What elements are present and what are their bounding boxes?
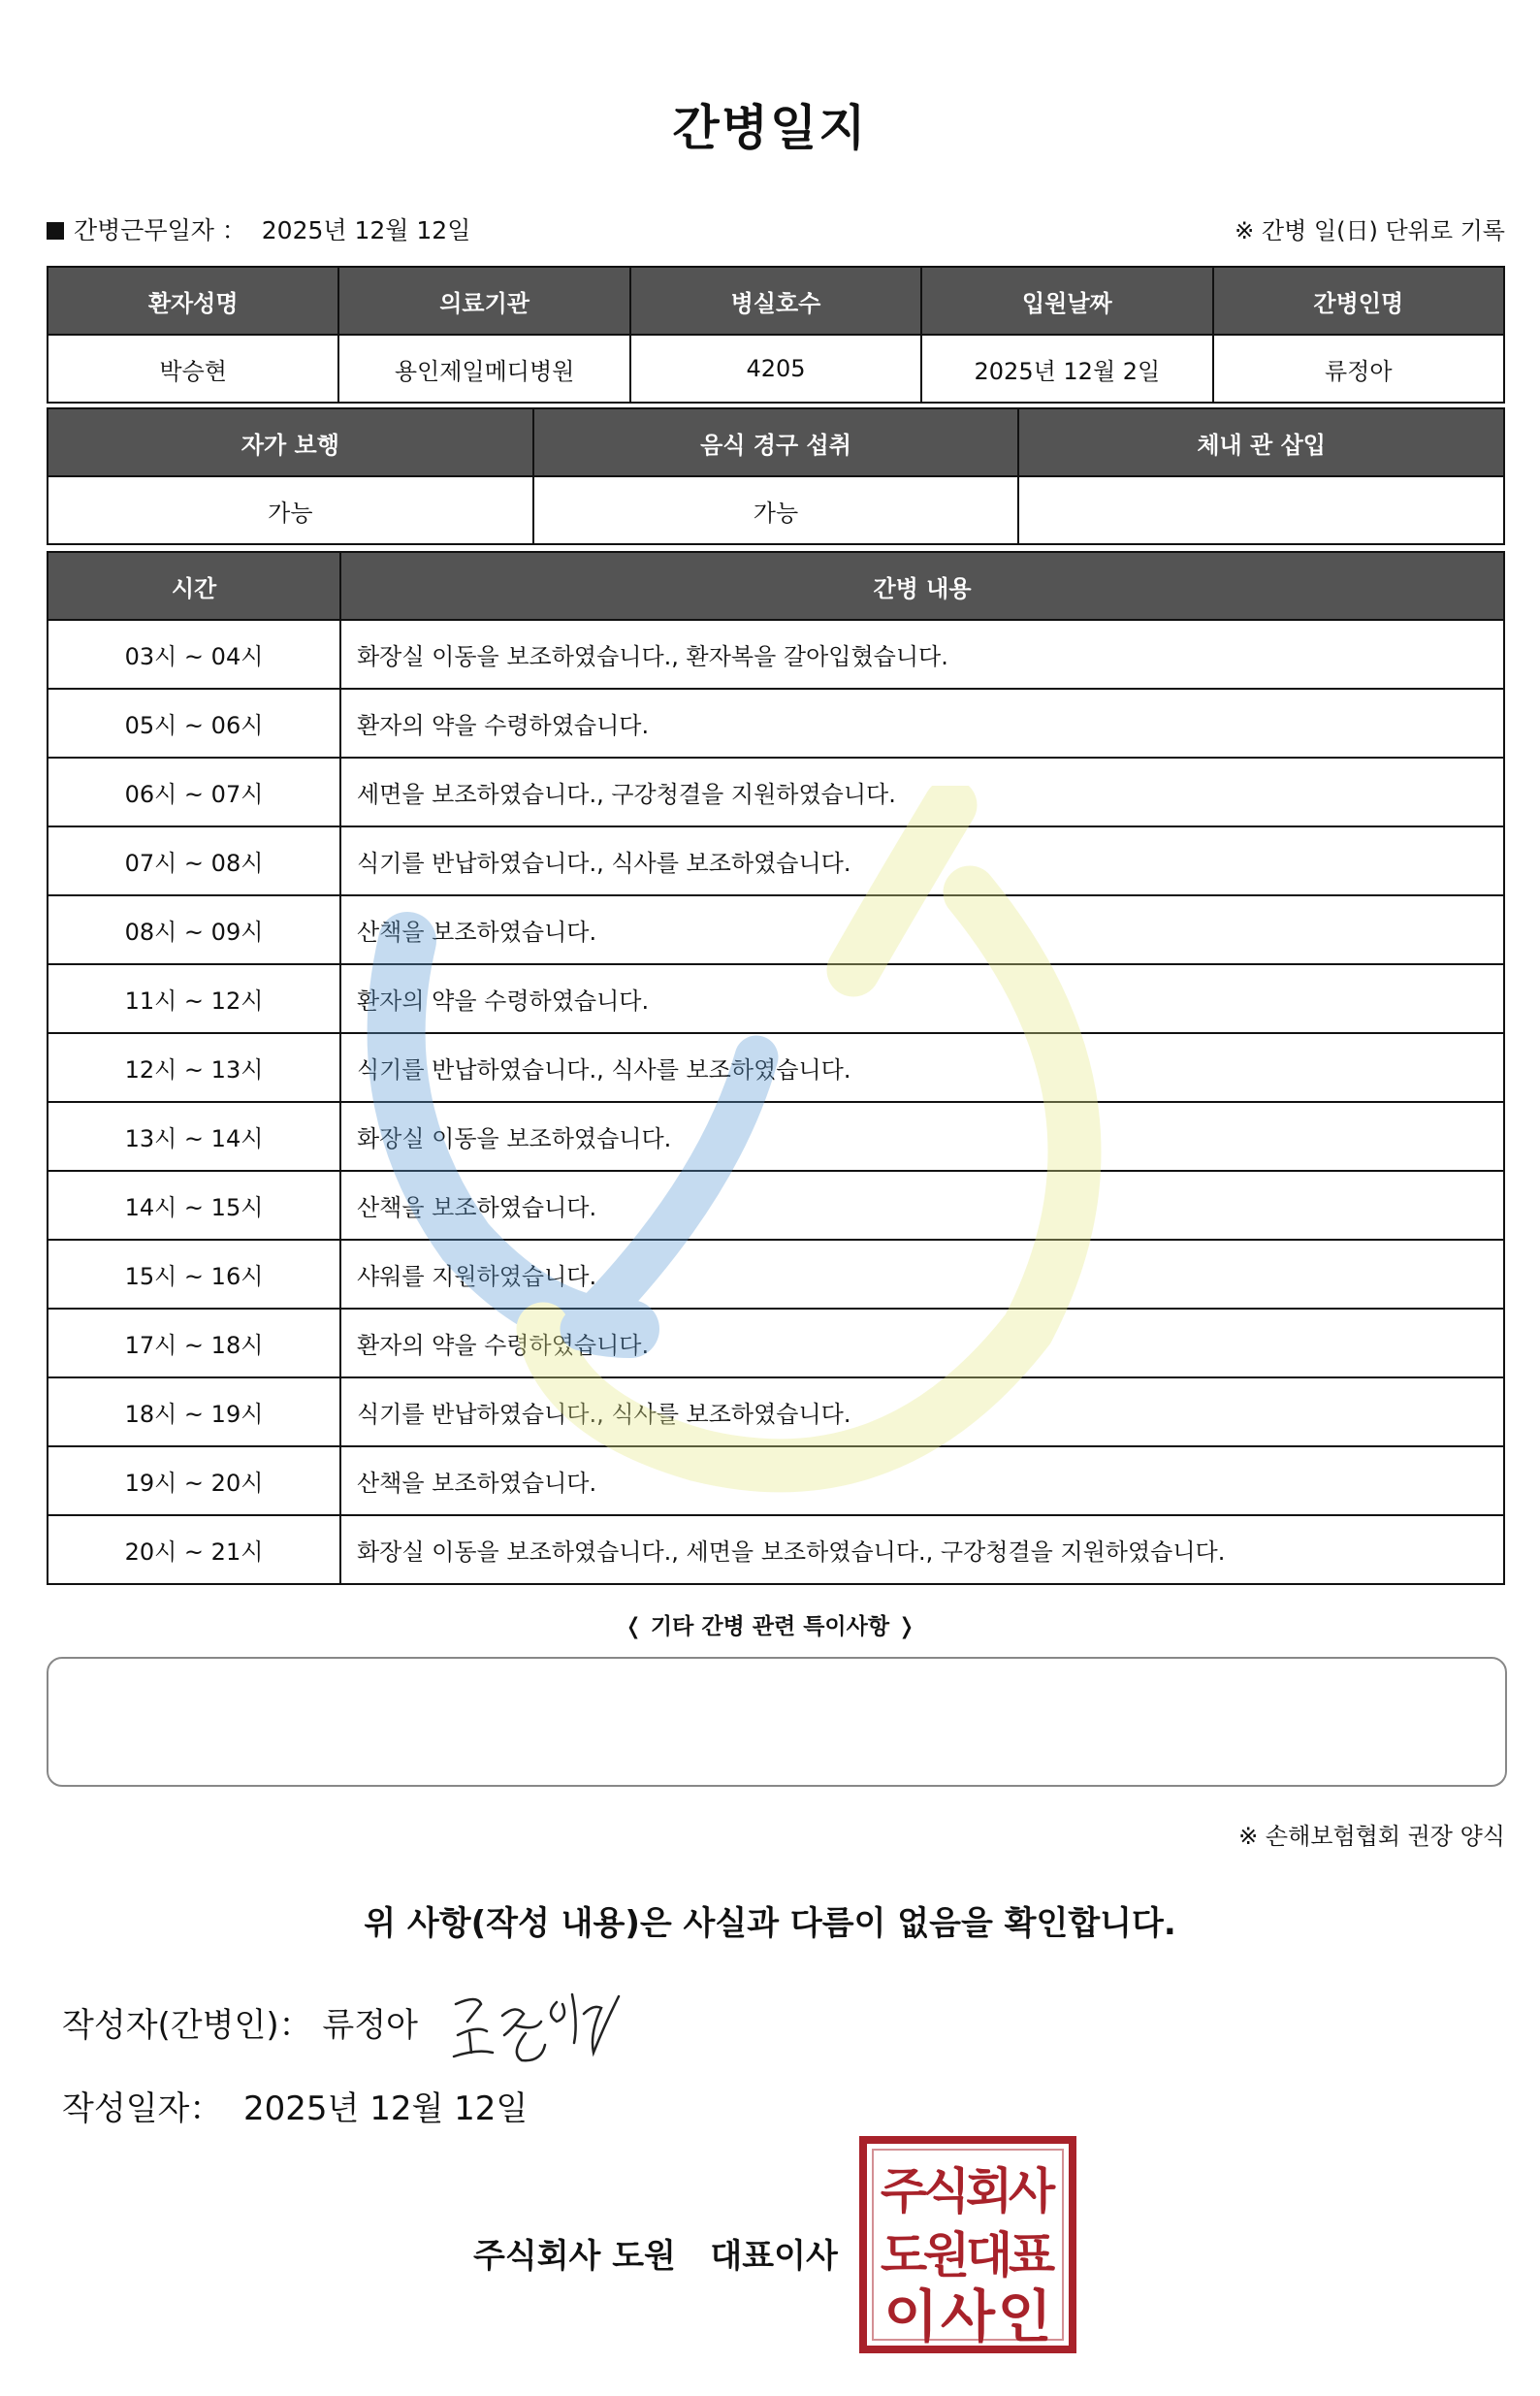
seal-glyph: 식 — [922, 2163, 971, 2219]
seal-glyph: 도 — [880, 2227, 928, 2283]
written-date-label: 작성일자： — [62, 2089, 223, 2128]
header-self-walking: 자가 보행 — [48, 408, 533, 476]
seal-glyph: 이 — [883, 2283, 939, 2349]
header-room: 병실호수 — [630, 267, 921, 335]
document-title: 간병일지 — [672, 100, 868, 156]
log-time-cell: 13시 ~ 14시 — [48, 1102, 340, 1171]
log-time-cell: 12시 ~ 13시 — [48, 1033, 340, 1102]
header-oral-intake: 음식 경구 섭취 — [533, 408, 1019, 476]
table-row — [48, 964, 1504, 1033]
recommendation-note: ※ 손해보험협회 권장 양식 — [1238, 1823, 1505, 1850]
table-row — [48, 335, 1504, 403]
table-row — [48, 1377, 1504, 1446]
log-time-cell: 08시 ~ 09시 — [48, 895, 340, 964]
log-content-cell: 화장실 이동을 보조하였습니다., 세면을 보조하였습니다., 구강청결을 지원하였습니다. — [340, 1515, 1504, 1584]
log-content-cell: 식기를 반납하였습니다., 식사를 보조하였습니다. — [340, 826, 1504, 895]
log-content-cell: 화장실 이동을 보조하였습니다. — [340, 1102, 1504, 1171]
log-content-cell: 산책을 보조하였습니다. — [340, 895, 1504, 964]
log-content-cell: 산책을 보조하였습니다. — [340, 1446, 1504, 1515]
table-row — [48, 826, 1504, 895]
seal-glyph: 주 — [880, 2163, 928, 2219]
special-notes-title: ❬ 기타 간병 관련 특이사항 ❭ — [624, 1614, 916, 1639]
seal-glyph: 사 — [940, 2283, 996, 2349]
log-content-cell: 산책을 보조하였습니다. — [340, 1171, 1504, 1240]
table-row — [48, 1515, 1504, 1584]
log-time-cell: 20시 ~ 21시 — [48, 1515, 340, 1584]
room-number: 4205 — [630, 335, 921, 403]
log-time-cell: 15시 ~ 16시 — [48, 1240, 340, 1309]
log-content-cell: 환자의 약을 수령하였습니다. — [340, 689, 1504, 758]
self-walking-value: 가능 — [48, 476, 533, 544]
patient-info-table — [47, 266, 1505, 404]
handwritten-signature — [448, 1975, 623, 2072]
tube-insertion-value — [1018, 476, 1504, 544]
table-row — [48, 1102, 1504, 1171]
header-hospital: 의료기관 — [338, 267, 629, 335]
seal-glyph: 사 — [1008, 2163, 1056, 2219]
table-header-row — [48, 267, 1504, 335]
table-row — [48, 1309, 1504, 1377]
log-time-cell: 06시 ~ 07시 — [48, 758, 340, 826]
header-time: 시간 — [48, 552, 340, 620]
table-row — [48, 1033, 1504, 1102]
table-row — [48, 1446, 1504, 1515]
care-log-table — [47, 551, 1505, 1585]
square-bullet-icon — [47, 222, 64, 240]
care-log-body — [48, 620, 1504, 1584]
work-date-label: 간병근무일자 ： — [74, 216, 246, 244]
table-row — [48, 1240, 1504, 1309]
table-row — [48, 1171, 1504, 1240]
writer-label: 작성자(간병인)： — [62, 2006, 312, 2045]
writer-name: 류정아 — [322, 2006, 418, 2045]
seal-glyph: 회 — [965, 2163, 1013, 2219]
table-row — [48, 895, 1504, 964]
hospital-name: 용인제일메디병원 — [338, 335, 629, 403]
log-content-cell: 환자의 약을 수령하였습니다. — [340, 1309, 1504, 1377]
table-header-row — [48, 552, 1504, 620]
patient-name: 박승현 — [48, 335, 338, 403]
writer-line — [62, 1998, 418, 2046]
log-content-cell: 환자의 약을 수령하였습니다. — [340, 964, 1504, 1033]
seal-glyph: 원 — [922, 2227, 971, 2283]
table-header-row — [48, 408, 1504, 476]
table-row — [48, 476, 1504, 544]
admission-date: 2025년 12월 2일 — [921, 335, 1212, 403]
log-time-cell: 07시 ~ 08시 — [48, 826, 340, 895]
log-content-cell: 샤워를 지원하였습니다. — [340, 1240, 1504, 1309]
log-time-cell: 14시 ~ 15시 — [48, 1171, 340, 1240]
table-row — [48, 689, 1504, 758]
log-time-cell: 18시 ~ 19시 — [48, 1377, 340, 1446]
company-seal-stamp — [859, 2136, 1076, 2353]
header-patient-name: 환자성명 — [48, 267, 338, 335]
confirmation-statement: 위 사항(작성 내용)은 사실과 다름이 없음을 확인합니다. — [364, 1904, 1176, 1943]
log-content-cell: 식기를 반납하였습니다., 식사를 보조하였습니다. — [340, 1033, 1504, 1102]
caregiver-name: 류정아 — [1213, 335, 1504, 403]
special-notes-box — [47, 1657, 1507, 1787]
header-tube-insertion: 체내 관 삽입 — [1018, 408, 1504, 476]
header-caregiver-name: 간병인명 — [1213, 267, 1504, 335]
log-content-cell: 세면을 보조하였습니다., 구강청결을 지원하였습니다. — [340, 758, 1504, 826]
seal-glyph: 표 — [1008, 2227, 1056, 2283]
work-date-line — [47, 211, 470, 246]
header-care-content: 간병 내용 — [340, 552, 1504, 620]
seal-glyph: 대 — [965, 2227, 1013, 2283]
log-time-cell: 19시 ~ 20시 — [48, 1446, 340, 1515]
written-date-value: 2025년 12월 12일 — [243, 2089, 529, 2128]
company-representative: 주식회사 도원 대표이사 — [473, 2237, 838, 2276]
log-time-cell: 05시 ~ 06시 — [48, 689, 340, 758]
table-row — [48, 758, 1504, 826]
log-time-cell: 17시 ~ 18시 — [48, 1309, 340, 1377]
work-date-value: 2025년 12월 12일 — [261, 216, 471, 244]
written-date-line — [62, 2082, 528, 2129]
table-row — [48, 620, 1504, 689]
log-time-cell: 03시 ~ 04시 — [48, 620, 340, 689]
patient-status-table — [47, 407, 1505, 545]
log-content-cell: 식기를 반납하였습니다., 식사를 보조하였습니다. — [340, 1377, 1504, 1446]
log-content-cell: 화장실 이동을 보조하였습니다., 환자복을 갈아입혔습니다. — [340, 620, 1504, 689]
header-admission-date: 입원날짜 — [921, 267, 1212, 335]
log-time-cell: 11시 ~ 12시 — [48, 964, 340, 1033]
seal-glyph: 인 — [997, 2283, 1052, 2349]
unit-note: ※ 간병 일(日) 단위로 기록 — [1235, 217, 1505, 244]
oral-intake-value: 가능 — [533, 476, 1019, 544]
